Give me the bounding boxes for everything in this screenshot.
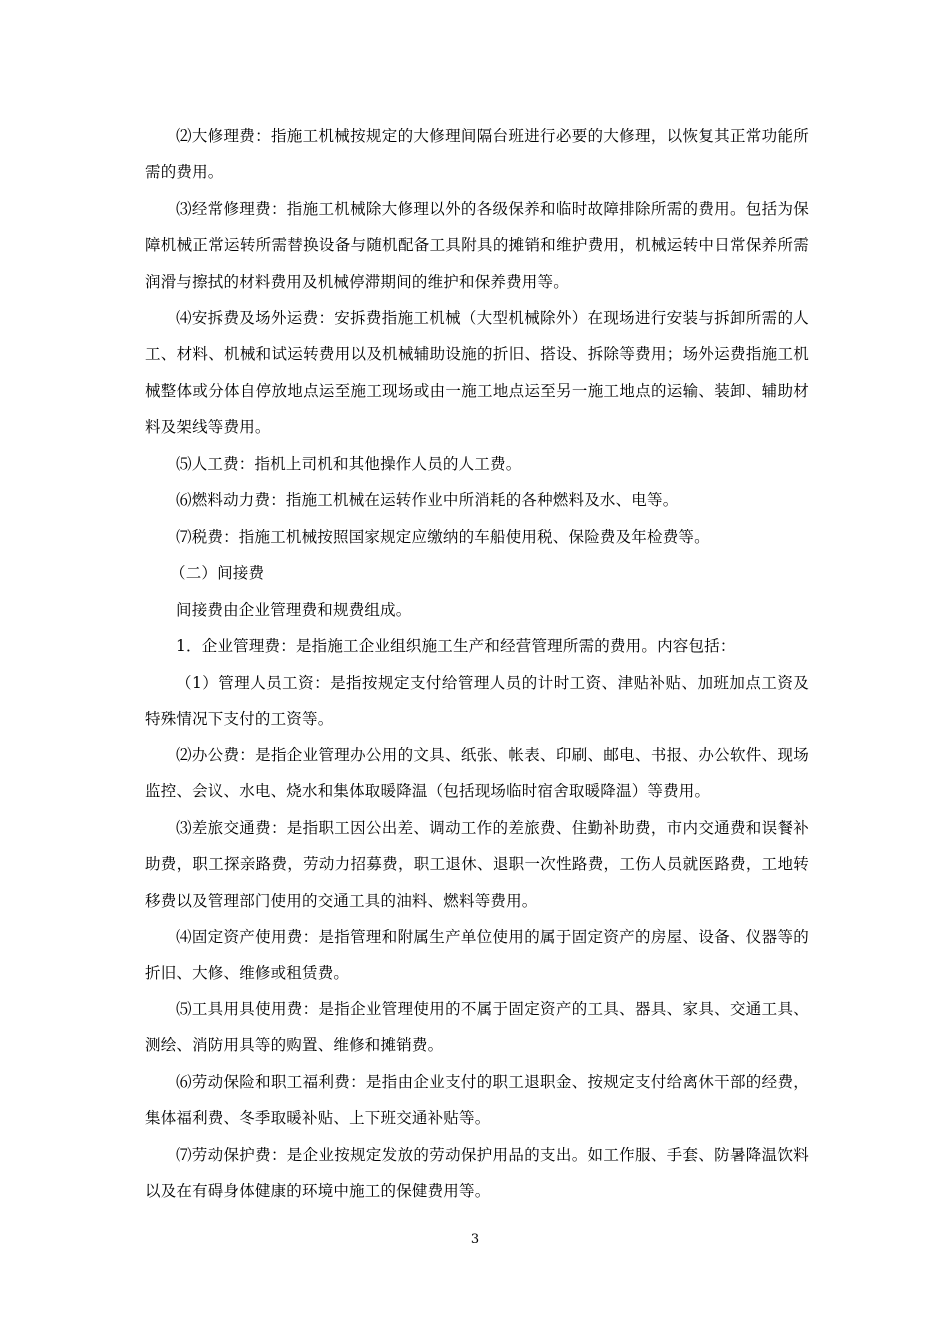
paragraph-fuel-power-fee: ⑹燃料动力费：指施工机械在运转作业中所消耗的各种燃料及水、电等。 <box>176 491 679 509</box>
section-heading-indirect-cost: （二）间接费 <box>170 564 265 582</box>
paragraph-travel-transport-fee: ⑶差旅交通费：是指职工因公出差、调动工作的差旅费、住勤补助费，市内交通费和误餐补助费，职工探亲路费，劳动力招募费，职工退休、退职一次性路费，工伤人员就医路费，工地转移费以及管理部门使用的交通工具的油料、燃料等费用。 <box>145 819 809 910</box>
paragraph-tools-fee: ⑸工具用具使用费：是指企业管理使用的不属于固定资产的工具、器具、家具、交通工具、测绘、消防用具等的购置、维修和摊销费。 <box>145 1000 809 1055</box>
paragraph-office-fee: ⑵办公费：是指企业管理办公用的文具、纸张、帐表、印刷、邮电、书报、办公软件、现场监控、会议、水电、烧水和集体取暖降温（包括现场临时宿舍取暖降温）等费用。 <box>145 746 809 801</box>
paragraph-indirect-cost-intro: 间接费由企业管理费和规费组成。 <box>176 601 412 619</box>
paragraph-fixed-asset-fee: ⑷固定资产使用费：是指管理和附属生产单位使用的属于固定资产的房屋、设备、仪器等的折旧、大修、维修或租赁费。 <box>145 928 809 983</box>
paragraph-labor-fee: ⑸人工费：指机上司机和其他操作人员的人工费。 <box>176 455 522 473</box>
paragraph-tax-fee: ⑺税费：指施工机械按照国家规定应缴纳的车船使用税、保险费及年检费等。 <box>176 528 710 546</box>
paragraph-installation-transport-fee: ⑷安拆费及场外运费：安拆费指施工机械（大型机械除外）在现场进行安装与拆卸所需的人工、材料、机械和试运转费用以及机械辅助设施的折旧、搭设、拆除等费用；场外运费指施工机械整体或分体自停放地点运至施工现场或由一施工地点运至另一施工地点的运输、装卸、辅助材料及架线等费用。 <box>145 309 809 436</box>
paragraph-management-staff-wages: （1）管理人员工资：是指按规定支付给管理人员的计时工资、津贴补贴、加班加点工资及特殊情况下支付的工资等。 <box>145 674 809 729</box>
paragraph-major-repair-fee: ⑵大修理费：指施工机械按规定的大修理间隔台班进行必要的大修理，以恢复其正常功能所需的费用。 <box>145 127 809 182</box>
paragraph-enterprise-management-fee: 1．企业管理费：是指施工企业组织施工生产和经营管理所需的费用。内容包括： <box>176 637 736 655</box>
paragraph-routine-repair-fee: ⑶经常修理费：指施工机械除大修理以外的各级保养和临时故障排除所需的费用。包括为保障机械正常运转所需替换设备与随机配备工具附具的摊销和维护费用，机械运转中日常保养所需润滑与擦拭的材料费用及机械停滞期间的维护和保养费用等。 <box>145 200 809 291</box>
paragraph-labor-insurance-welfare: ⑹劳动保险和职工福利费：是指由企业支付的职工退职金、按规定支付给离休干部的经费，集体福利费、冬季取暖补贴、上下班交通补贴等。 <box>145 1073 809 1128</box>
page-number: 3 <box>470 1232 480 1247</box>
paragraph-labor-protection-fee: ⑺劳动保护费：是企业按规定发放的劳动保护用品的支出。如工作服、手套、防暑降温饮料以及在有碍身体健康的环境中施工的保健费用等。 <box>145 1146 809 1201</box>
